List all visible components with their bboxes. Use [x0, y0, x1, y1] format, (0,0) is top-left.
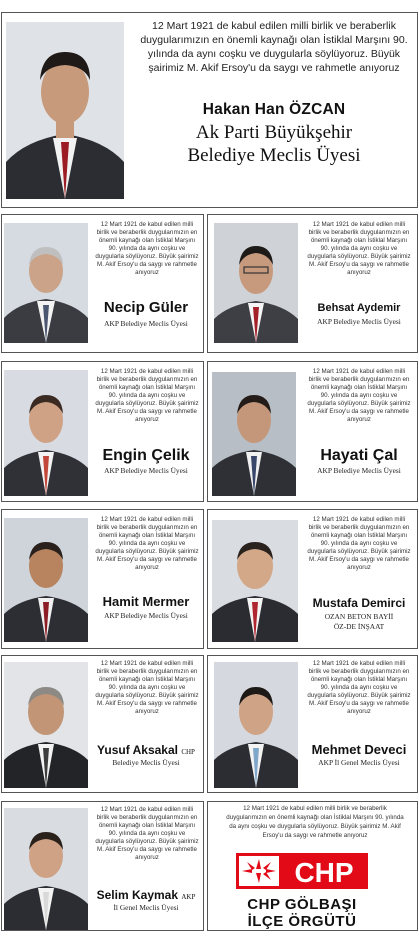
- chp-message: 12 Mart 1921 de kabul edilen milli birlik ve beraberlik duygularımızın en önemli kaynağı olan İstiklal Marşını 90. yılında da aynı coşku ve duygularla söylüyoruz. Büyük şairimiz M. Akif Ersoy'u da saygı ve rahmetle anıyoruz: [226, 805, 404, 839]
- card-6-role2: ÖZ-DE İNŞAAT: [333, 622, 385, 631]
- top-name: Hakan Han ÖZCAN: [202, 101, 346, 118]
- card-9-name-suffix: AKP: [181, 893, 196, 901]
- card-5-photo: [4, 518, 88, 642]
- card-2: [207, 214, 418, 353]
- card-7-name: [90, 743, 202, 757]
- card-2-name: Behsat Aydemir: [317, 302, 401, 314]
- card-9-name-text: Selim Kaymak: [96, 888, 179, 902]
- card-5-message: 12 Mart 1921 de kabul edilen milli birlik ve beraberlik duygularımızın en önemli kaynağı olan İstiklal Marşını 90. yılında da aynı coşku ve duygularla söylüyoruz. Büyük şairimiz M. Akif Ersoy'u da saygı ve rahmetle anıyoruz: [95, 516, 199, 571]
- card-7-name-suffix: CHP: [181, 748, 195, 756]
- card-9-name: [90, 888, 202, 902]
- card-7-name-text: Yusuf Aksakal: [97, 743, 178, 757]
- card-6-role: OZAN BETON BAYİİ: [324, 612, 394, 621]
- card-3-photo: [4, 370, 88, 496]
- card-7-photo: [4, 662, 88, 788]
- card-1-name: Necip Güler: [103, 299, 189, 316]
- card-9-message: 12 Mart 1921 de kabul edilen milli birlik ve beraberlik duygularımızın en önemli kaynağı olan İstiklal Marşını 90. yılında da aynı coşku ve duygularla söylüyoruz. Büyük şairimiz M. Akif Ersoy'u da saygı ve rahmetle anıyoruz: [95, 806, 199, 861]
- card-8-role: AKP İl Genel Meclis Üyesi: [318, 758, 400, 767]
- card-8: [207, 655, 418, 793]
- card-3-name: Engin Çelik: [102, 447, 190, 464]
- chp-title-line1: CHP GÖLBAŞI: [247, 896, 357, 913]
- card-7-role: Belediye Meclis Üyesi: [112, 758, 180, 767]
- card-1: [1, 214, 204, 353]
- card-2-role: AKP Belediye Meclis Üyesi: [317, 317, 401, 326]
- card-5-name: Hamit Mermer: [102, 594, 190, 609]
- card-8-photo: [214, 662, 298, 788]
- card-8-name: Mehmet Deveci: [311, 742, 407, 757]
- top-message: 12 Mart 1921 de kabul edilen milli birlik ve beraberlik duygularımızın en önemli kaynağı olan İstiklal Marşını 90. yılında da aynı coşku ve duygularla söylüyoruz. Büyük şairimiz M. Akif Ersoy'u da saygı ve rahmetle anıyoruz: [140, 20, 408, 74]
- chp-logo-text: CHP: [294, 857, 354, 888]
- card-4-role: AKP Belediye Meclis Üyesi: [317, 466, 401, 475]
- top-ad-box: [1, 12, 418, 208]
- card-2-photo: [214, 223, 298, 343]
- card-2-message: 12 Mart 1921 de kabul edilen milli birlik ve beraberlik duygularımızın en önemli kaynağı olan İstiklal Marşını 90. yılında da aynı coşku ve duygularla söylüyoruz. Büyük şairimiz M. Akif Ersoy'u da saygı ve rahmetle anıyoruz: [307, 221, 411, 276]
- card-7: [1, 655, 204, 793]
- card-3-message: 12 Mart 1921 de kabul edilen milli birlik ve beraberlik duygularımızın en önemli kaynağı olan İstiklal Marşını 90. yılında da aynı coşku ve duygularla söylüyoruz. Büyük şairimiz M. Akif Ersoy'u da saygı ve rahmetle anıyoruz: [95, 368, 199, 423]
- top-role-line2: Belediye Meclis Üyesi: [187, 145, 361, 166]
- card-3: [1, 361, 204, 502]
- card-4-photo: [212, 372, 296, 496]
- card-9-role: İl Genel Meclis Üyesi: [113, 903, 179, 912]
- card-4-message: 12 Mart 1921 de kabul edilen milli birlik ve beraberlik duygularımızın en önemli kaynağı olan İstiklal Marşını 90. yılında da aynı coşku ve duygularla söylüyoruz. Büyük şairimiz M. Akif Ersoy'u da saygı ve rahmetle anıyoruz: [307, 368, 411, 423]
- chp-title-line2: İLÇE ÖRGÜTÜ: [247, 913, 357, 930]
- card-9: [1, 801, 204, 931]
- card-9-photo: [4, 808, 88, 930]
- card-1-role: AKP Belediye Meclis Üyesi: [104, 319, 188, 328]
- chp-logo: [236, 853, 368, 889]
- top-portrait-photo: [6, 22, 124, 199]
- card-5-role: AKP Belediye Meclis Üyesi: [104, 611, 188, 620]
- card-1-message: 12 Mart 1921 de kabul edilen milli birlik ve beraberlik duygularımızın en önemli kaynağı olan İstiklal Marşını 90. yılında da aynı coşku ve duygularla söylüyoruz. Büyük şairimiz M. Akif Ersoy'u da saygı ve rahmetle anıyoruz: [95, 221, 199, 276]
- card-4: [207, 361, 418, 502]
- card-6-message: 12 Mart 1921 de kabul edilen milli birlik ve beraberlik duygularımızın en önemli kaynağı olan İstiklal Marşını 90. yılında da aynı coşku ve duygularla söylüyoruz. Büyük şairimiz M. Akif Ersoy'u da saygı ve rahmetle anıyoruz: [307, 516, 411, 571]
- card-4-name: Hayati Çal: [320, 447, 398, 464]
- card-7-message: 12 Mart 1921 de kabul edilen milli birlik ve beraberlik duygularımızın en önemli kaynağı olan İstiklal Marşını 90. yılında da aynı coşku ve duygularla söylüyoruz. Büyük şairimiz M. Akif Ersoy'u da saygı ve rahmetle anıyoruz: [95, 660, 199, 715]
- top-role-line1: Ak Parti Büyükşehir: [195, 122, 353, 143]
- card-8-message: 12 Mart 1921 de kabul edilen milli birlik ve beraberlik duygularımızın en önemli kaynağı olan İstiklal Marşını 90. yılında da aynı coşku ve duygularla söylüyoruz. Büyük şairimiz M. Akif Ersoy'u da saygı ve rahmetle anıyoruz: [307, 660, 411, 715]
- card-6-photo: [212, 520, 298, 642]
- card-6-name: Mustafa Demirci: [312, 596, 406, 610]
- card-3-role: AKP Belediye Meclis Üyesi: [104, 466, 188, 475]
- card-1-photo: [4, 223, 88, 343]
- card-5: [1, 509, 204, 649]
- card-6: [207, 509, 418, 649]
